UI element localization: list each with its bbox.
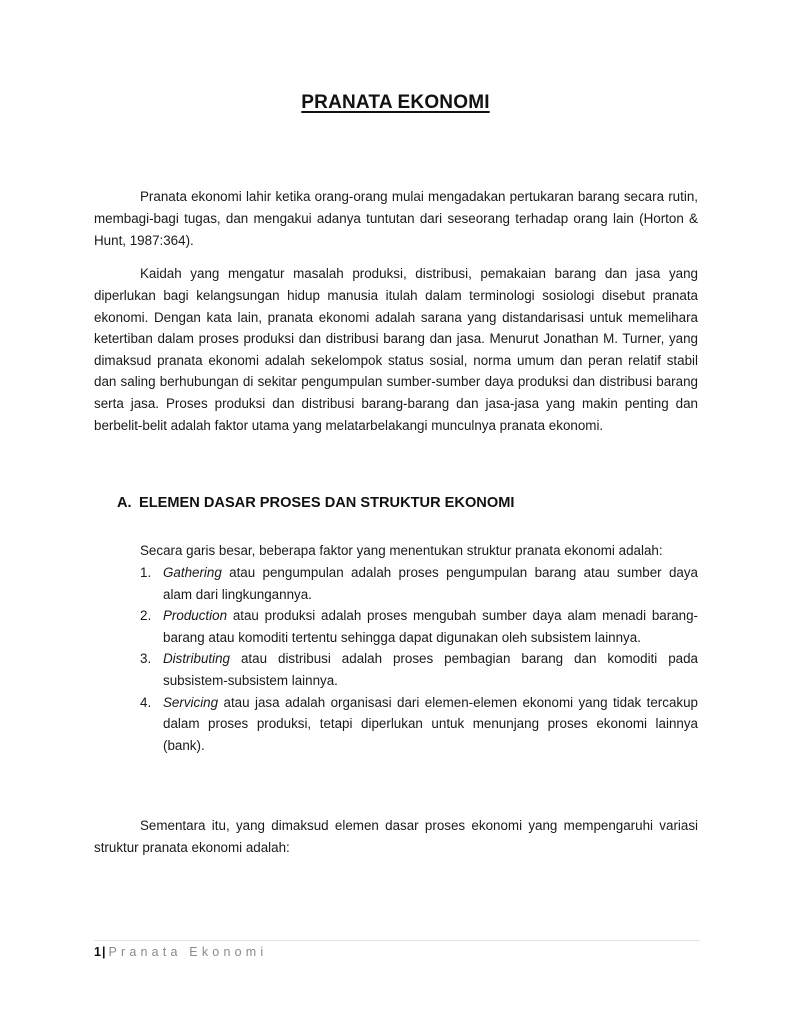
list-item xyxy=(140,605,698,648)
page-number: 1 xyxy=(94,945,101,959)
list-item-text: atau distribusi adalah proses pembagian barang dan komoditi pada subsistem-subsistem lainnya. xyxy=(163,651,698,688)
list-item-text: atau jasa adalah organisasi dari elemen-elemen ekonomi yang tidak tercakup dalam proses produksi, tetapi diperlukan untuk menunjang proses ekonomi lainnya (bank). xyxy=(163,694,698,753)
page-title: PRANATA EKONOMI xyxy=(301,92,490,113)
list-item-term: Distributing xyxy=(163,651,230,667)
list-item-term: Production xyxy=(163,608,228,624)
footer-divider xyxy=(94,940,700,941)
list-item-term: Servicing xyxy=(163,694,219,710)
list-item xyxy=(140,562,698,605)
list-item-number: 3. xyxy=(140,651,152,667)
list-item xyxy=(140,692,698,757)
list-item-number: 4. xyxy=(140,694,152,710)
list-item-number: 1. xyxy=(140,565,152,580)
section-letter: A. xyxy=(117,495,132,511)
page-footer xyxy=(94,944,267,960)
footer-separator: | xyxy=(101,945,106,959)
section-heading-text: ELEMEN DASAR PROSES DAN STRUKTUR EKONOMI xyxy=(139,495,515,511)
list-item xyxy=(140,648,698,691)
list-item-term: Gathering xyxy=(163,565,222,580)
footer-document-name: Pranata Ekonomi xyxy=(108,945,268,959)
section-intro: Secara garis besar, beberapa faktor yang menentukan struktur pranata ekonomi adalah: xyxy=(140,543,663,558)
list-item-text: atau produksi adalah proses mengubah sumber daya alam menadi barang-barang atau komoditi tertentu sehingga dapat digunakan oleh subsistem lainnya. xyxy=(163,608,698,645)
paragraph-intro: Pranata ekonomi lahir ketika orang-orang mulai mengadakan pertukaran barang secara rutin, membagi-bagi tugas, dan mengakui adanya tuntutan dari seseorang terhadap orang lain (Horton & Hunt, 1987:364). xyxy=(94,189,698,248)
list-item-number: 2. xyxy=(140,608,152,624)
paragraph-definition: Kaidah yang mengatur masalah produksi, distribusi, pemakaian barang dan jasa yang diperlukan bagi kelangsungan hidup manusia itulah dalam terminologi sosiologi disebut pranata ekonomi. Dengan kata lain, pranata ekonomi adalah sarana yang distandarisasi untuk memelihara ketertiban dalam proses produksi dan distribusi barang dan jasa. Menurut Jonathan M. Turner, yang dimaksud pranata ekonomi adalah sekelompok status sosial, norma umum dan peran relatif stabil dan saling berhubungan di sekitar pengumpulan sumber-sumber daya produksi dan distribusi barang serta jasa. Proses produksi dan distribusi barang-barang dan jasa-jasa yang makin penting dan berbelit-belit adalah faktor utama yang melatarbelakangi munculnya pranata ekonomi. xyxy=(94,266,698,433)
paragraph-closing: Sementara itu, yang dimaksud elemen dasar proses ekonomi yang mempengaruhi variasi struktur pranata ekonomi adalah: xyxy=(94,818,698,855)
list-item-text: atau pengumpulan adalah proses pengumpulan barang atau sumber daya alam dari lingkungannya. xyxy=(163,565,698,602)
factor-list xyxy=(140,562,698,756)
section-heading xyxy=(117,495,514,511)
